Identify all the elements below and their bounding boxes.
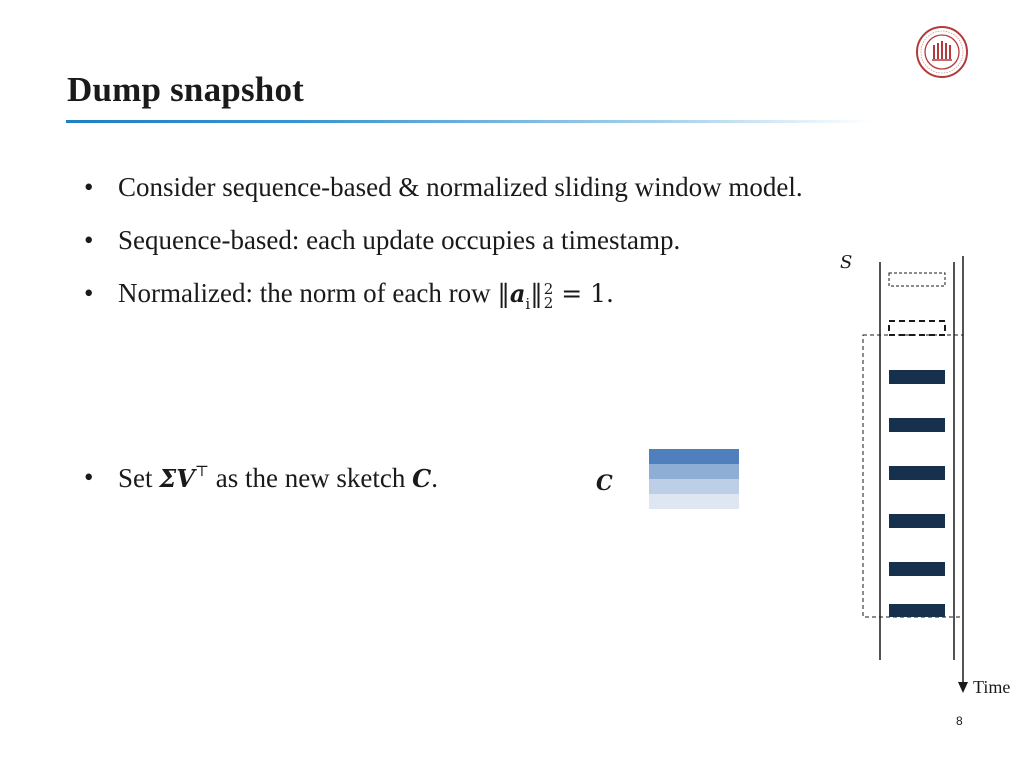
sketch-label: C [596, 470, 613, 495]
bullet-dot: • [84, 172, 94, 202]
time-label: Time [973, 677, 1011, 697]
stream-row [889, 514, 945, 528]
stream-row [889, 562, 945, 576]
expired-row-dashed [889, 273, 945, 286]
stream-row [889, 466, 945, 480]
sketch-symbol-c: C [412, 464, 432, 493]
bullet-text: Consider sequence-based & normalized sliding window model. [118, 172, 803, 202]
transpose-symbol: ⊤ [194, 462, 209, 480]
slide-title: Dump snapshot [67, 70, 305, 109]
stream-row [889, 604, 945, 617]
norm-bar-right: ‖ [530, 279, 543, 308]
norm-sup: 2 [543, 280, 554, 298]
bullet-dot: • [84, 225, 94, 255]
dumped-row-dashed [889, 321, 945, 335]
time-arrow-head [958, 682, 968, 693]
row-index: i [525, 295, 531, 313]
bullet-text: Set [118, 463, 160, 493]
stream-row [889, 418, 945, 432]
bullet-dot: • [84, 462, 94, 492]
bullet-text-middle: as the new sketch [208, 463, 413, 493]
norm-bar-left: ‖ [497, 279, 510, 308]
page-number: 8 [956, 714, 963, 728]
norm-equals: = 1. [553, 279, 614, 308]
row-vector-a: a [509, 279, 526, 308]
sigma-v-matrix: ΣV [159, 464, 195, 493]
stream-row [889, 370, 945, 384]
bullet-dot: • [84, 278, 94, 308]
norm-sub: 2 [543, 294, 554, 312]
stream-label: S [840, 252, 853, 273]
bullet-text: Sequence-based: each update occupies a timestamp. [118, 225, 681, 255]
bullet-text: Normalized: the norm of each row [118, 278, 498, 308]
bullet-text-end: . [431, 463, 439, 493]
